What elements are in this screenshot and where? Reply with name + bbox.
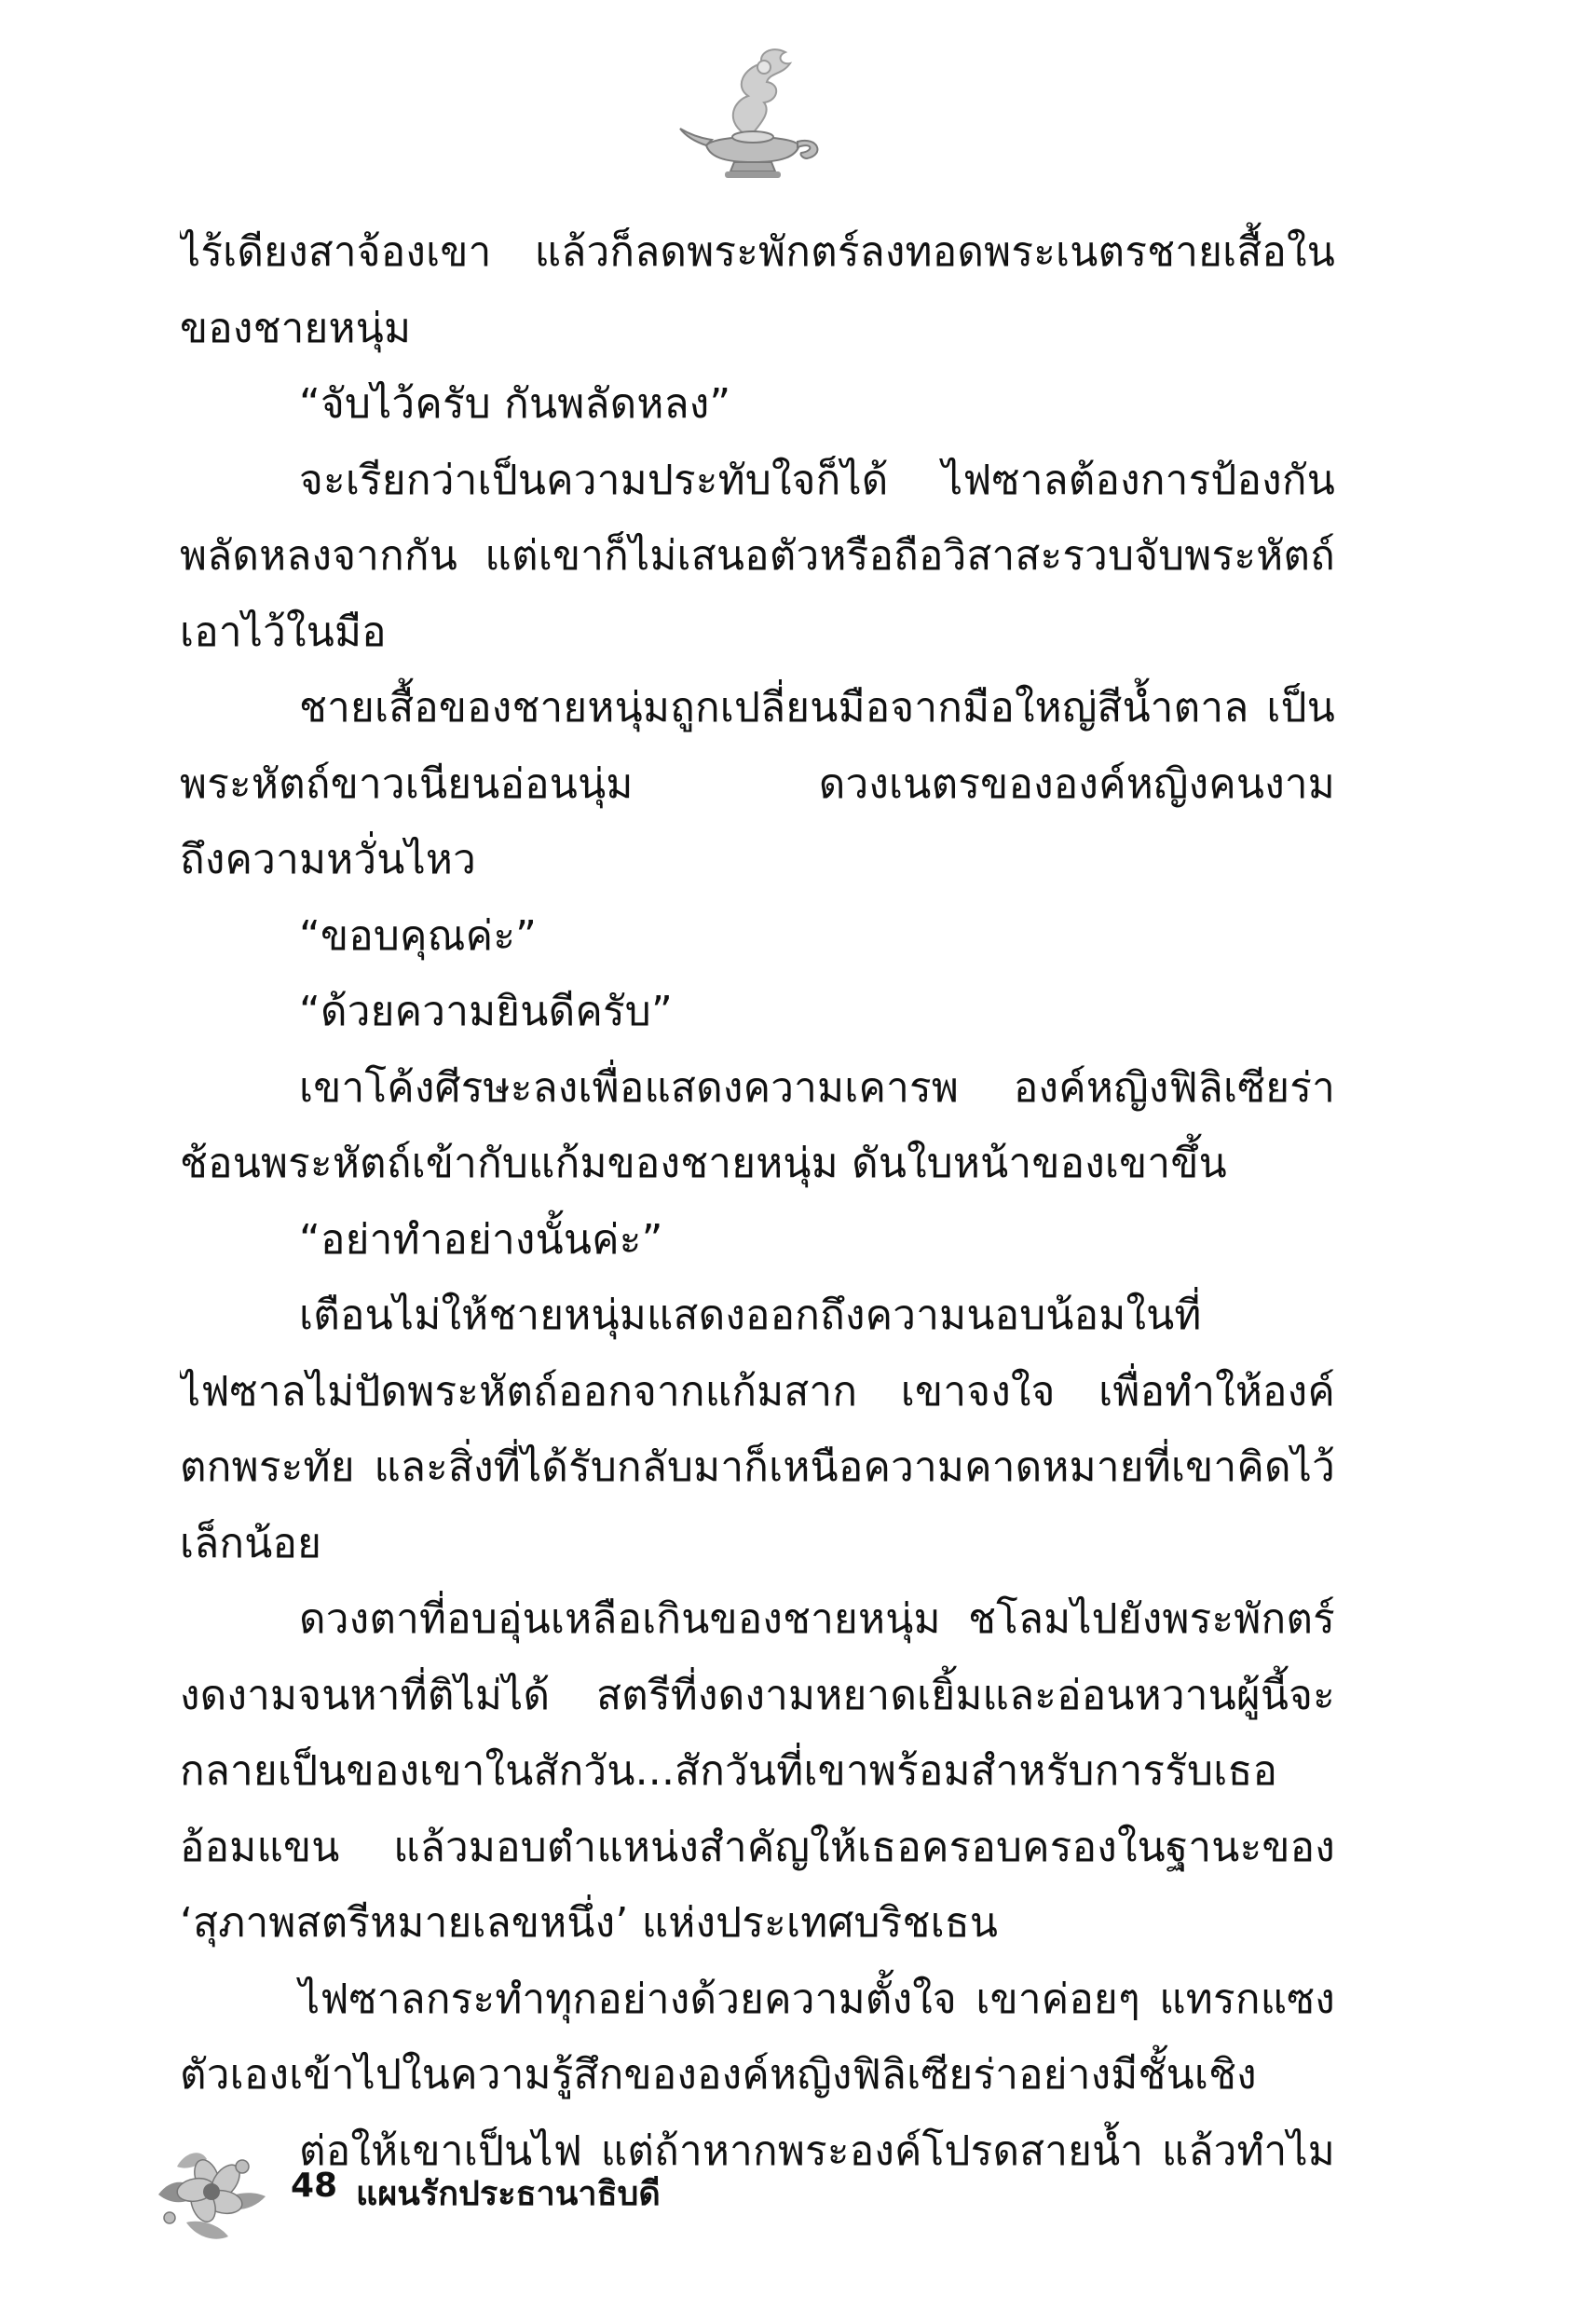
book-title: แผนรักประธานาธิบดี [356,2175,661,2213]
page-footer [149,2139,801,2250]
text-line: ดวงตาที่อบอุ่นเหลือเกินของชายหนุ่ม ชโลมไปยังพระพักตร์ [299,1595,1335,1643]
text-line: ไฟซาลไม่ปัดพระหัตถ์ออกจากแก้มสาก เขาจงใจ เพื่อทำให้องค์ [180,1367,1335,1415]
text-line: ตัวเองเข้าไปในความรู้สึกขององค์หญิงฟิลิเซียร่าอย่างมีชั้นเชิง [180,2051,1257,2099]
text-line: จะเรียกว่าเป็นความประทับใจก็ได้ ไฟซาลต้องการป้องกัน [299,456,1335,504]
text-line: เล็กน้อย [180,1519,322,1567]
text-line: กลายเป็นของเขาในสักวัน...สักวันที่เขาพร้อมสำหรับการรับเธอ [180,1747,1278,1795]
text-line: งดงามจนหาที่ติไม่ได้ สตรีที่งดงามหยาดเยิ้มและอ่อนหวานผู้นี้จะ [180,1671,1335,1719]
text-line: พลัดหลงจากกัน แต่เขาก็ไม่เสนอตัวหรือถือวิสาสะรวบจับพระหัตถ์ [180,532,1335,580]
body-text [180,214,1335,2189]
text-line: ชายเสื้อของชายหนุ่มถูกเปลี่ยนมือจากมือใหญ่สีน้ำตาล เป็น [299,684,1335,732]
text-line: “ด้วยความยินดีครับ” [299,988,673,1035]
text-line: ของชายหนุ่ม [180,304,412,352]
text-line: ตกพระทัย และสิ่งที่ได้รับกลับมาก็เหนือความคาดหมายที่เขาคิดไว้ [180,1443,1335,1491]
genie-lamp-icon [678,45,827,185]
text-line: “อย่าทำอย่างนั้นค่ะ” [299,1215,663,1264]
text-line: เตือนไม่ให้ชายหนุ่มแสดงออกถึงความนอบน้อมในที่ [299,1292,1202,1339]
text-line: ถึงความหวั่นไหว [180,836,477,883]
page-number: 48 [291,2167,338,2205]
text-line: ต่อให้เขาเป็นไฟ แต่ถ้าหากพระองค์โปรดสายน้ำ แล้วทำไม [299,2126,1335,2175]
text-line: ไฟซาลกระทำทุกอย่างด้วยความตั้งใจ เขาค่อยๆ แทรกแซง [299,1975,1335,2023]
flower-icon [149,2139,275,2250]
text-line: เอาไว้ในมือ [180,608,387,656]
text-line: เขาโค้งศีรษะลงเพื่อแสดงความเคารพ องค์หญิงฟิลิเซียร่า [299,1063,1335,1112]
text-line: ‘สุภาพสตรีหมายเลขหนึ่ง’ แห่งประเทศบริชเธน [180,1899,999,1947]
text-line: “จับไว้ครับ กันพลัดหลง” [299,380,731,428]
text-line: “ขอบคุณค่ะ” [299,911,538,960]
text-line: พระหัตถ์ขาวเนียนอ่อนนุ่ม ดวงเนตรขององค์หญิงคนงาม [180,759,1335,808]
text-line: ช้อนพระหัตถ์เข้ากับแก้มของชายหนุ่ม ดันใบหน้าของเขาขึ้น [180,1140,1227,1187]
text-line: อ้อมแขน แล้วมอบตำแหน่งสำคัญให้เธอครอบครองในฐานะของ [180,1823,1335,1871]
text-line: ไร้เดียงสาจ้องเขา แล้วก็ลดพระพักตร์ลงทอดพระเนตรชายเสื้อใน [180,228,1335,276]
